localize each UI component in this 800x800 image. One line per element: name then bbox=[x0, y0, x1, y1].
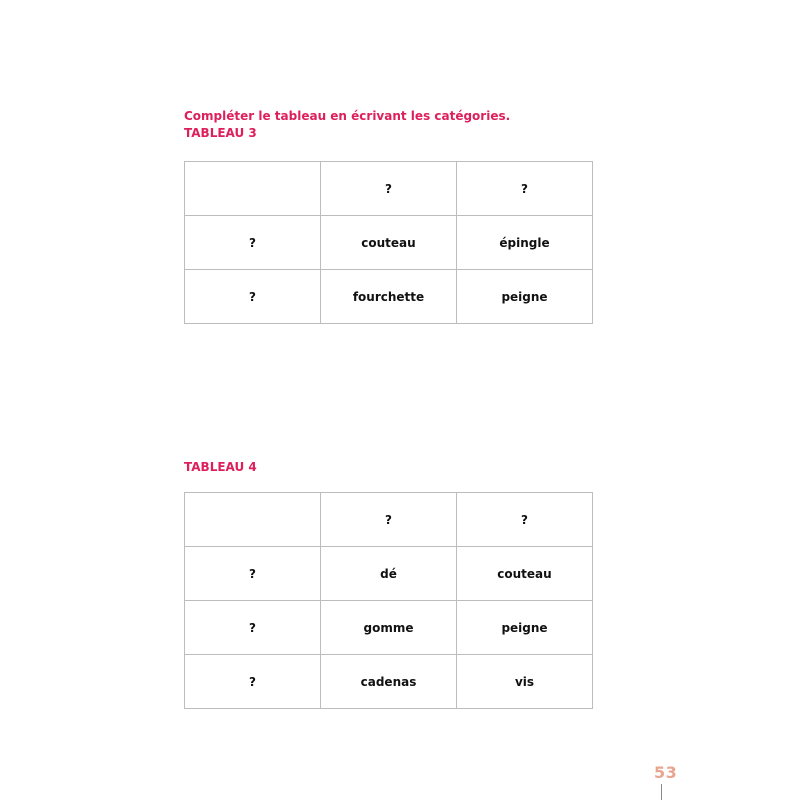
table-row bbox=[185, 601, 593, 655]
table-cell: ? bbox=[321, 162, 457, 216]
instruction-text: Compléter le tableau en écrivant les catégories. bbox=[184, 109, 511, 123]
page-number: 53 bbox=[654, 763, 678, 782]
table-cell: dé bbox=[321, 547, 457, 601]
table-cell: ? bbox=[185, 601, 321, 655]
table-cell: peigne bbox=[457, 270, 593, 324]
table-row bbox=[185, 655, 593, 709]
table-cell: gomme bbox=[321, 601, 457, 655]
table-cell: ? bbox=[185, 216, 321, 270]
table-cell: fourchette bbox=[321, 270, 457, 324]
table-cell: couteau bbox=[321, 216, 457, 270]
table-cell: ? bbox=[185, 547, 321, 601]
table-cell: vis bbox=[457, 655, 593, 709]
table-cell: ? bbox=[457, 162, 593, 216]
table-4-title: TABLEAU 4 bbox=[184, 460, 257, 474]
table-cell: ? bbox=[457, 493, 593, 547]
table-cell bbox=[185, 493, 321, 547]
page-number-divider bbox=[661, 784, 662, 800]
table-cell: couteau bbox=[457, 547, 593, 601]
table-cell: ? bbox=[185, 655, 321, 709]
table-3-title: TABLEAU 3 bbox=[184, 126, 257, 140]
table-row bbox=[185, 216, 593, 270]
table-row bbox=[185, 493, 593, 547]
table-row bbox=[185, 270, 593, 324]
table-cell: peigne bbox=[457, 601, 593, 655]
table-row bbox=[185, 547, 593, 601]
table-4 bbox=[184, 492, 593, 709]
table-3 bbox=[184, 161, 593, 324]
table-row bbox=[185, 162, 593, 216]
table-cell: cadenas bbox=[321, 655, 457, 709]
table-cell: épingle bbox=[457, 216, 593, 270]
table-cell: ? bbox=[185, 270, 321, 324]
table-cell: ? bbox=[321, 493, 457, 547]
table-cell bbox=[185, 162, 321, 216]
